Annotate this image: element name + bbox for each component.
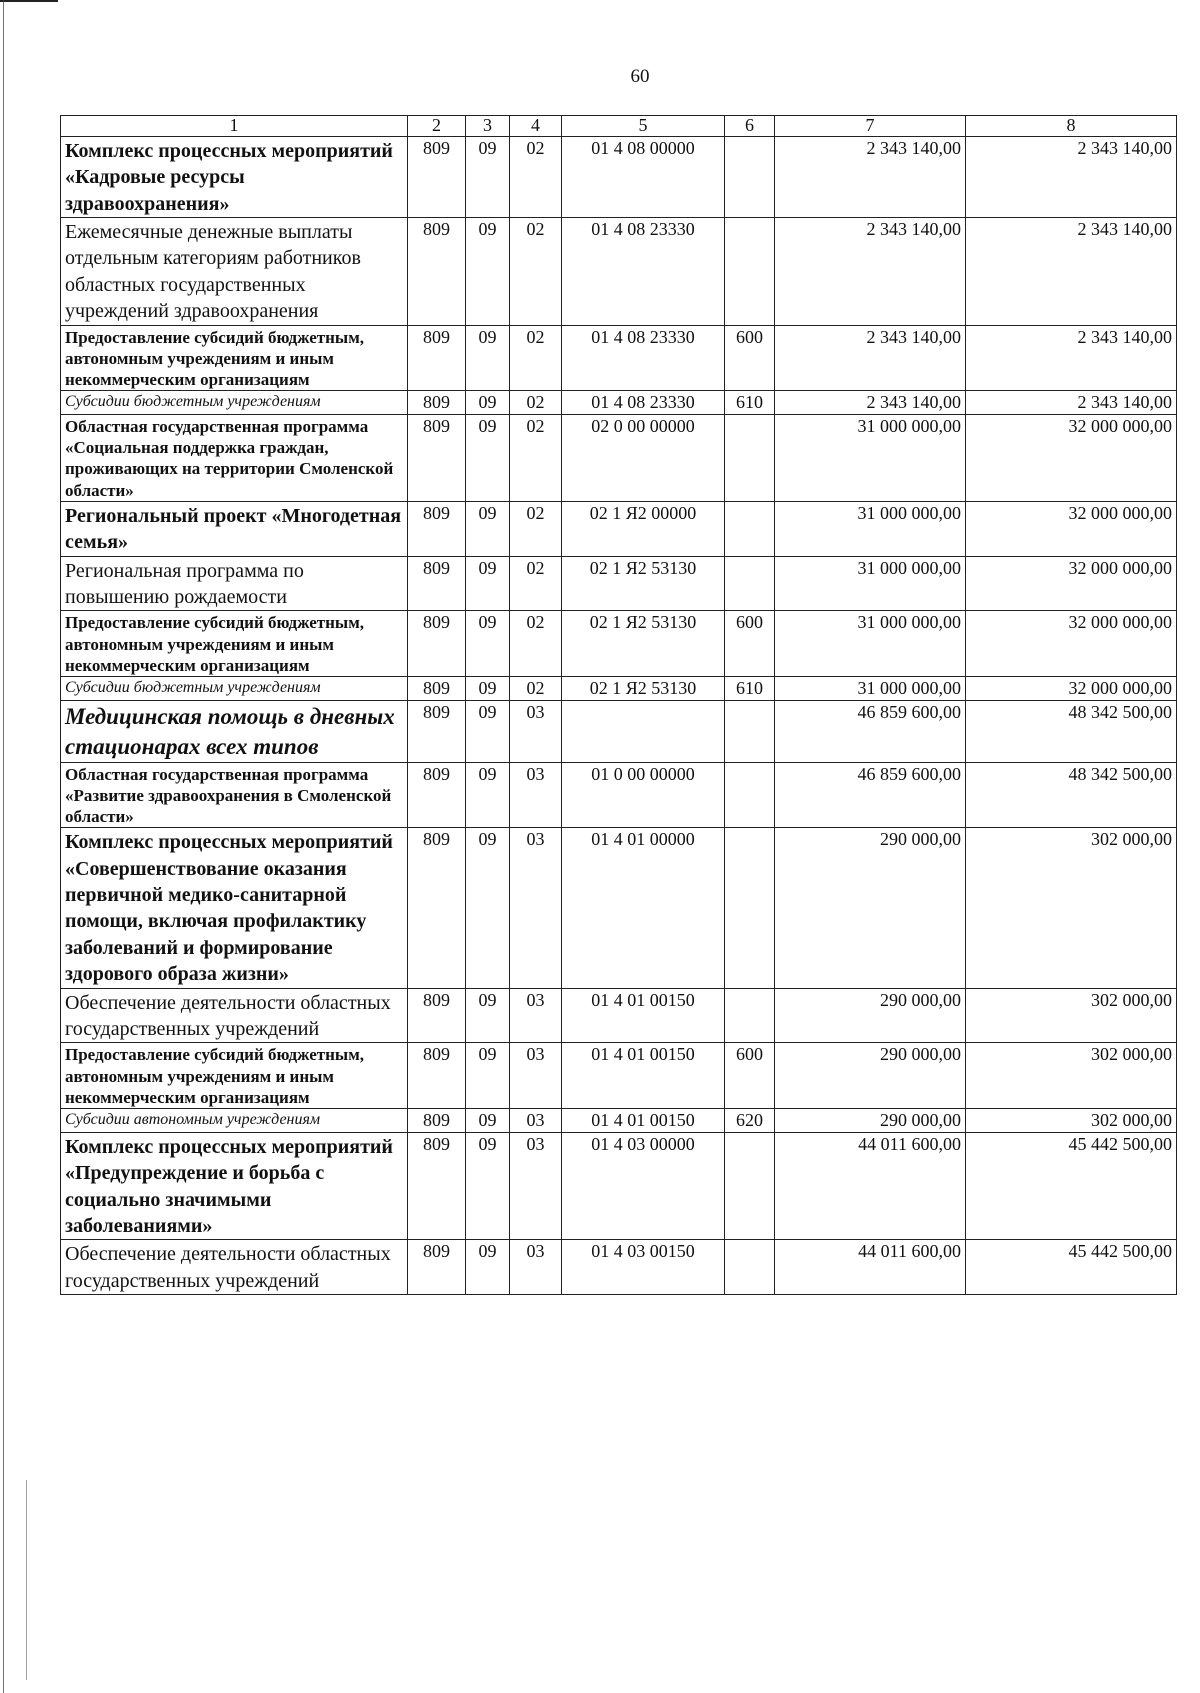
target-article-cell: 01 4 03 00150	[562, 1240, 725, 1295]
expense-type-cell: 610	[725, 677, 775, 701]
budget-table	[60, 115, 1177, 1295]
section-cell: 09	[466, 556, 510, 611]
amount-year2-cell: 302 000,00	[966, 1109, 1177, 1133]
subsection-cell: 02	[510, 217, 562, 325]
expense-type-cell	[725, 414, 775, 501]
header-row	[61, 116, 1177, 137]
expense-type-cell	[725, 501, 775, 556]
target-article-cell: 01 4 08 23330	[562, 391, 725, 415]
target-article-cell: 01 0 00 00000	[562, 762, 725, 828]
name-cell: Обеспечение деятельности областных государственных учреждений	[61, 1240, 408, 1295]
amount-year1-cell: 2 343 140,00	[775, 391, 966, 415]
table-row	[61, 611, 1177, 677]
amount-year1-cell: 2 343 140,00	[775, 325, 966, 391]
amount-year2-cell: 2 343 140,00	[966, 391, 1177, 415]
scan-edge-left	[3, 0, 4, 1693]
amount-year1-cell: 44 011 600,00	[775, 1240, 966, 1295]
name-cell: Региональный проект «Многодетная семья»	[61, 501, 408, 556]
header-cell-6: 6	[725, 116, 775, 137]
target-article-cell: 02 0 00 00000	[562, 414, 725, 501]
admin-code-cell: 809	[408, 1043, 466, 1109]
name-cell: Ежемесячные денежные выплаты отдельным категориям работников областных государственных учреждений здравоохранения	[61, 217, 408, 325]
subsection-cell: 03	[510, 1132, 562, 1240]
amount-year2-cell: 2 343 140,00	[966, 136, 1177, 217]
name-cell: Медицинская помощь в дневных стационарах всех типов	[61, 700, 408, 762]
subsection-cell: 03	[510, 828, 562, 988]
target-article-cell: 02 1 Я2 53130	[562, 677, 725, 701]
name-cell: Областная государственная программа «Развитие здравоохранения в Смоленской области»	[61, 762, 408, 828]
section-cell: 09	[466, 325, 510, 391]
name-cell: Субсидии автономным учреждениям	[61, 1109, 408, 1133]
target-article-cell: 01 4 01 00000	[562, 828, 725, 988]
admin-code-cell: 809	[408, 700, 466, 762]
admin-code-cell: 809	[408, 828, 466, 988]
table-row	[61, 1240, 1177, 1295]
section-cell: 09	[466, 217, 510, 325]
amount-year1-cell: 31 000 000,00	[775, 556, 966, 611]
section-cell: 09	[466, 677, 510, 701]
name-cell: Комплекс процессных мероприятий «Совершенствование оказания первичной медико-санитарной помощи, включая профилактику заболеваний и формирование здорового образа жизни»	[61, 828, 408, 988]
subsection-cell: 03	[510, 1240, 562, 1295]
amount-year2-cell: 32 000 000,00	[966, 556, 1177, 611]
subsection-cell: 03	[510, 1109, 562, 1133]
section-cell: 09	[466, 501, 510, 556]
amount-year1-cell: 31 000 000,00	[775, 611, 966, 677]
subsection-cell: 03	[510, 988, 562, 1043]
table-row	[61, 556, 1177, 611]
admin-code-cell: 809	[408, 1132, 466, 1240]
target-article-cell: 02 1 Я2 53130	[562, 611, 725, 677]
amount-year1-cell: 290 000,00	[775, 828, 966, 988]
name-cell: Субсидии бюджетным учреждениям	[61, 391, 408, 415]
subsection-cell: 02	[510, 501, 562, 556]
section-cell: 09	[466, 828, 510, 988]
admin-code-cell: 809	[408, 611, 466, 677]
target-article-cell	[562, 700, 725, 762]
admin-code-cell: 809	[408, 391, 466, 415]
amount-year2-cell: 302 000,00	[966, 1043, 1177, 1109]
table-row	[61, 501, 1177, 556]
section-cell: 09	[466, 762, 510, 828]
table-row	[61, 136, 1177, 217]
subsection-cell: 02	[510, 556, 562, 611]
table-row	[61, 217, 1177, 325]
amount-year1-cell: 2 343 140,00	[775, 217, 966, 325]
target-article-cell: 01 4 08 00000	[562, 136, 725, 217]
expense-type-cell: 600	[725, 325, 775, 391]
subsection-cell: 02	[510, 325, 562, 391]
amount-year2-cell: 2 343 140,00	[966, 325, 1177, 391]
section-cell: 09	[466, 1240, 510, 1295]
header-cell-4: 4	[510, 116, 562, 137]
header-cell-5: 5	[562, 116, 725, 137]
header-cell-7: 7	[775, 116, 966, 137]
subsection-cell: 03	[510, 1043, 562, 1109]
table-row	[61, 762, 1177, 828]
table-row	[61, 1109, 1177, 1133]
header-cell-2: 2	[408, 116, 466, 137]
amount-year1-cell: 290 000,00	[775, 988, 966, 1043]
expense-type-cell: 610	[725, 391, 775, 415]
admin-code-cell: 809	[408, 677, 466, 701]
expense-type-cell	[725, 828, 775, 988]
table-row	[61, 391, 1177, 415]
section-cell: 09	[466, 136, 510, 217]
table-row	[61, 988, 1177, 1043]
section-cell: 09	[466, 988, 510, 1043]
header-cell-8: 8	[966, 116, 1177, 137]
name-cell: Областная государственная программа «Социальная поддержка граждан, проживающих на территории Смоленской области»	[61, 414, 408, 501]
expense-type-cell	[725, 1240, 775, 1295]
amount-year1-cell: 31 000 000,00	[775, 414, 966, 501]
subsection-cell: 02	[510, 677, 562, 701]
table-row	[61, 325, 1177, 391]
expense-type-cell	[725, 1132, 775, 1240]
table-row	[61, 1132, 1177, 1240]
header-cell-3: 3	[466, 116, 510, 137]
amount-year2-cell: 32 000 000,00	[966, 414, 1177, 501]
header-cell-1: 1	[61, 116, 408, 137]
page-number: 60	[630, 66, 650, 87]
amount-year1-cell: 46 859 600,00	[775, 700, 966, 762]
expense-type-cell	[725, 217, 775, 325]
name-cell: Комплекс процессных мероприятий «Кадровые ресурсы здравоохранения»	[61, 136, 408, 217]
amount-year2-cell: 302 000,00	[966, 988, 1177, 1043]
admin-code-cell: 809	[408, 501, 466, 556]
section-cell: 09	[466, 391, 510, 415]
target-article-cell: 02 1 Я2 00000	[562, 501, 725, 556]
admin-code-cell: 809	[408, 556, 466, 611]
amount-year1-cell: 2 343 140,00	[775, 136, 966, 217]
admin-code-cell: 809	[408, 1109, 466, 1133]
target-article-cell: 01 4 08 23330	[562, 217, 725, 325]
name-cell: Предоставление субсидий бюджетным, автономным учреждениям и иным некоммерческим организациям	[61, 611, 408, 677]
amount-year2-cell: 32 000 000,00	[966, 677, 1177, 701]
amount-year2-cell: 302 000,00	[966, 828, 1177, 988]
target-article-cell: 01 4 08 23330	[562, 325, 725, 391]
admin-code-cell: 809	[408, 1240, 466, 1295]
subsection-cell: 03	[510, 700, 562, 762]
admin-code-cell: 809	[408, 217, 466, 325]
section-cell: 09	[466, 414, 510, 501]
amount-year1-cell: 31 000 000,00	[775, 677, 966, 701]
section-cell: 09	[466, 700, 510, 762]
table-row	[61, 1043, 1177, 1109]
subsection-cell: 03	[510, 762, 562, 828]
amount-year1-cell: 46 859 600,00	[775, 762, 966, 828]
amount-year2-cell: 45 442 500,00	[966, 1132, 1177, 1240]
expense-type-cell	[725, 762, 775, 828]
name-cell: Предоставление субсидий бюджетным, автономным учреждениям и иным некоммерческим организациям	[61, 1043, 408, 1109]
amount-year2-cell: 48 342 500,00	[966, 700, 1177, 762]
table-row	[61, 700, 1177, 762]
name-cell: Комплекс процессных мероприятий «Предупреждение и борьба с социально значимыми заболеваниями»	[61, 1132, 408, 1240]
target-article-cell: 02 1 Я2 53130	[562, 556, 725, 611]
admin-code-cell: 809	[408, 988, 466, 1043]
subsection-cell: 02	[510, 611, 562, 677]
amount-year2-cell: 2 343 140,00	[966, 217, 1177, 325]
subsection-cell: 02	[510, 391, 562, 415]
amount-year2-cell: 48 342 500,00	[966, 762, 1177, 828]
amount-year2-cell: 32 000 000,00	[966, 611, 1177, 677]
table-row	[61, 677, 1177, 701]
table-row	[61, 828, 1177, 988]
expense-type-cell	[725, 988, 775, 1043]
name-cell: Субсидии бюджетным учреждениям	[61, 677, 408, 701]
admin-code-cell: 809	[408, 136, 466, 217]
scan-edge-top	[0, 0, 58, 2]
table-row	[61, 414, 1177, 501]
target-article-cell: 01 4 01 00150	[562, 988, 725, 1043]
amount-year1-cell: 290 000,00	[775, 1109, 966, 1133]
amount-year1-cell: 44 011 600,00	[775, 1132, 966, 1240]
admin-code-cell: 809	[408, 325, 466, 391]
expense-type-cell	[725, 700, 775, 762]
scan-edge-left-mark	[26, 1480, 27, 1680]
name-cell: Обеспечение деятельности областных государственных учреждений	[61, 988, 408, 1043]
subsection-cell: 02	[510, 136, 562, 217]
expense-type-cell	[725, 136, 775, 217]
target-article-cell: 01 4 01 00150	[562, 1109, 725, 1133]
expense-type-cell: 620	[725, 1109, 775, 1133]
section-cell: 09	[466, 611, 510, 677]
section-cell: 09	[466, 1109, 510, 1133]
admin-code-cell: 809	[408, 414, 466, 501]
amount-year1-cell: 290 000,00	[775, 1043, 966, 1109]
subsection-cell: 02	[510, 414, 562, 501]
target-article-cell: 01 4 01 00150	[562, 1043, 725, 1109]
expense-type-cell	[725, 556, 775, 611]
amount-year2-cell: 32 000 000,00	[966, 501, 1177, 556]
amount-year2-cell: 45 442 500,00	[966, 1240, 1177, 1295]
amount-year1-cell: 31 000 000,00	[775, 501, 966, 556]
name-cell: Предоставление субсидий бюджетным, автономным учреждениям и иным некоммерческим организациям	[61, 325, 408, 391]
expense-type-cell: 600	[725, 611, 775, 677]
section-cell: 09	[466, 1043, 510, 1109]
name-cell: Региональная программа по повышению рождаемости	[61, 556, 408, 611]
expense-type-cell: 600	[725, 1043, 775, 1109]
admin-code-cell: 809	[408, 762, 466, 828]
budget-table-body	[61, 116, 1177, 1295]
target-article-cell: 01 4 03 00000	[562, 1132, 725, 1240]
section-cell: 09	[466, 1132, 510, 1240]
